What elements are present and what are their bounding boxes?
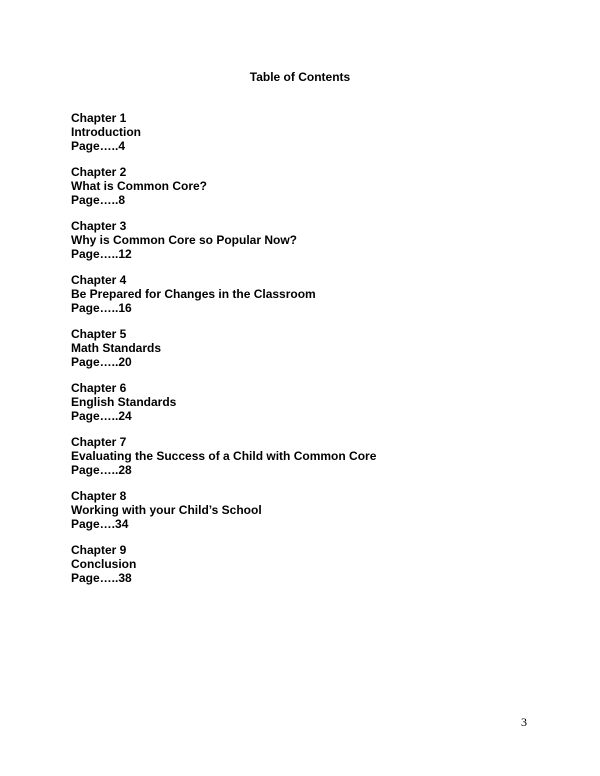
toc-entry-8 bbox=[71, 489, 551, 543]
toc-entry-4 bbox=[71, 273, 551, 327]
chapter-label: Chapter 8 bbox=[71, 489, 127, 503]
chapter-page-ref: Page….34 bbox=[71, 517, 129, 531]
chapter-page-ref: Page…..8 bbox=[71, 193, 126, 207]
chapter-title: English Standards bbox=[71, 395, 177, 409]
chapter-title: Be Prepared for Changes in the Classroom bbox=[71, 287, 316, 301]
toc-entry-9 bbox=[71, 543, 551, 597]
page-number: 3 bbox=[521, 715, 527, 729]
chapter-page-ref: Page…..12 bbox=[71, 247, 132, 261]
chapter-page-ref: Page…..4 bbox=[71, 139, 126, 153]
page-title: Table of Contents bbox=[249, 70, 351, 84]
toc-entry-3 bbox=[71, 219, 551, 273]
chapter-label: Chapter 2 bbox=[71, 165, 127, 179]
chapter-page-ref: Page…..38 bbox=[71, 571, 132, 585]
chapter-page-ref: Page…..24 bbox=[71, 409, 132, 423]
chapter-page-ref: Page…..16 bbox=[71, 301, 132, 315]
toc-list bbox=[71, 111, 551, 597]
chapter-label: Chapter 9 bbox=[71, 543, 127, 557]
toc-entry-2 bbox=[71, 165, 551, 219]
chapter-label: Chapter 6 bbox=[71, 381, 127, 395]
chapter-title: Math Standards bbox=[71, 341, 162, 355]
chapter-title: Working with your Child’s School bbox=[71, 503, 262, 517]
toc-entry-6 bbox=[71, 381, 551, 435]
toc-entry-7 bbox=[71, 435, 551, 489]
chapter-page-ref: Page…..28 bbox=[71, 463, 132, 477]
chapter-title: Conclusion bbox=[71, 557, 137, 571]
chapter-label: Chapter 7 bbox=[71, 435, 127, 449]
chapter-title: What is Common Core? bbox=[71, 179, 208, 193]
toc-entry-1 bbox=[71, 111, 551, 165]
chapter-label: Chapter 5 bbox=[71, 327, 127, 341]
chapter-title: Why is Common Core so Popular Now? bbox=[71, 233, 298, 247]
chapter-label: Chapter 4 bbox=[71, 273, 127, 287]
chapter-title: Introduction bbox=[71, 125, 141, 139]
chapter-label: Chapter 3 bbox=[71, 219, 127, 233]
chapter-title: Evaluating the Success of a Child with Common Core bbox=[71, 449, 377, 463]
toc-entry-5 bbox=[71, 327, 551, 381]
chapter-page-ref: Page…..20 bbox=[71, 355, 132, 369]
chapter-label: Chapter 1 bbox=[71, 111, 127, 125]
